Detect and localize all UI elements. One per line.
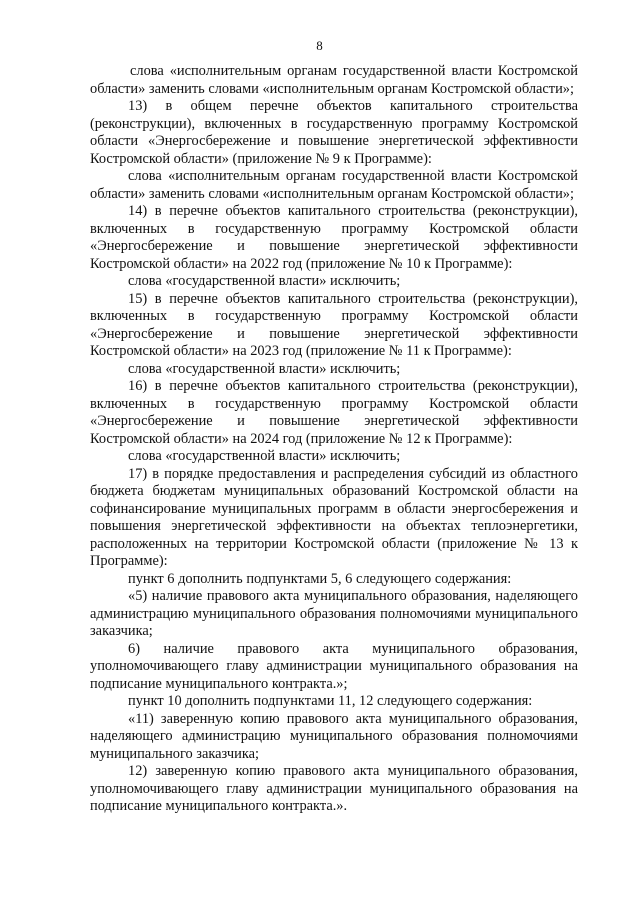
paragraph: слова «государственной власти» исключить; (128, 360, 401, 377)
paragraph: слова «исполнительным органам государственной власти Костромской области» заменить словами «исполнительным органам Костромской области»; (90, 63, 578, 97)
document-body (90, 63, 578, 816)
paragraph: 12) заверенную копию правового акта муниципального образования, уполномочивающего главу администрации муниципального образования на подписание муниципального контракта.». (90, 763, 578, 814)
paragraph: 6) наличие правового акта муниципального образования, уполномочивающего главу администрации муниципального образования на подписание муниципального контракта.»; (90, 640, 578, 692)
paragraph: 16) в перечне объектов капитального строительства (реконструкции), включенных в государственную программу Костромской области «Энергосбережение и повышение энергетической эффективности Костромской области» на 2024 год (приложение № 12 к Программе): (90, 378, 578, 447)
paragraph: 14) в перечне объектов капитального строительства (реконструкции), включенных в государственную программу Костромской области «Энергосбережение и повышение энергетической эффективности Костромской области» на 2022 год (приложение № 10 к Программе): (90, 203, 578, 272)
paragraph: слова «государственной власти» исключить; (128, 273, 401, 289)
paragraph: слова «исполнительным органам государственной власти Костромской области» заменить словами «исполнительным органам Костромской области»; (90, 168, 578, 202)
paragraph: «11) заверенную копию правового акта муниципального образования, наделяющего администрацию муниципального образования полномочиями муниципального заказчика; (90, 710, 578, 762)
paragraph: 15) в перечне объектов капитального строительства (реконструкции), включенных в государственную программу Костромской области «Энергосбережение и повышение энергетической эффективности Костромской области» на 2023 год (приложение № 11 к Программе): (90, 290, 578, 359)
paragraph: пункт 10 дополнить подпунктами 11, 12 следующего содержания: (128, 693, 533, 709)
paragraph: слова «государственной власти» исключить; (128, 448, 401, 464)
paragraph: «5) наличие правового акта муниципального образования, наделяющего администрацию муниципального образования полномочиями муниципального заказчика; (90, 588, 578, 639)
paragraph: пункт 6 дополнить подпунктами 5, 6 следующего содержания: (128, 570, 512, 587)
paragraph: 17) в порядке предоставления и распределения субсидий из областного бюджета бюджетам муниципальных образований Костромской области на софинансирование муниципальных программ в области энергосбережения и повышения энергетической эффективности на объектах теплоэнергетики, расположенных на территории Костромской области (приложение № 13 к Программе): (90, 465, 578, 569)
page-number: 8 (316, 38, 323, 53)
paragraph: 13) в общем перечне объектов капитального строительства (реконструкции), включенных в государственную программу Костромской области «Энергосбережение и повышение энергетической эффективности Костромской области» (приложение № 9 к Программе): (90, 98, 578, 167)
